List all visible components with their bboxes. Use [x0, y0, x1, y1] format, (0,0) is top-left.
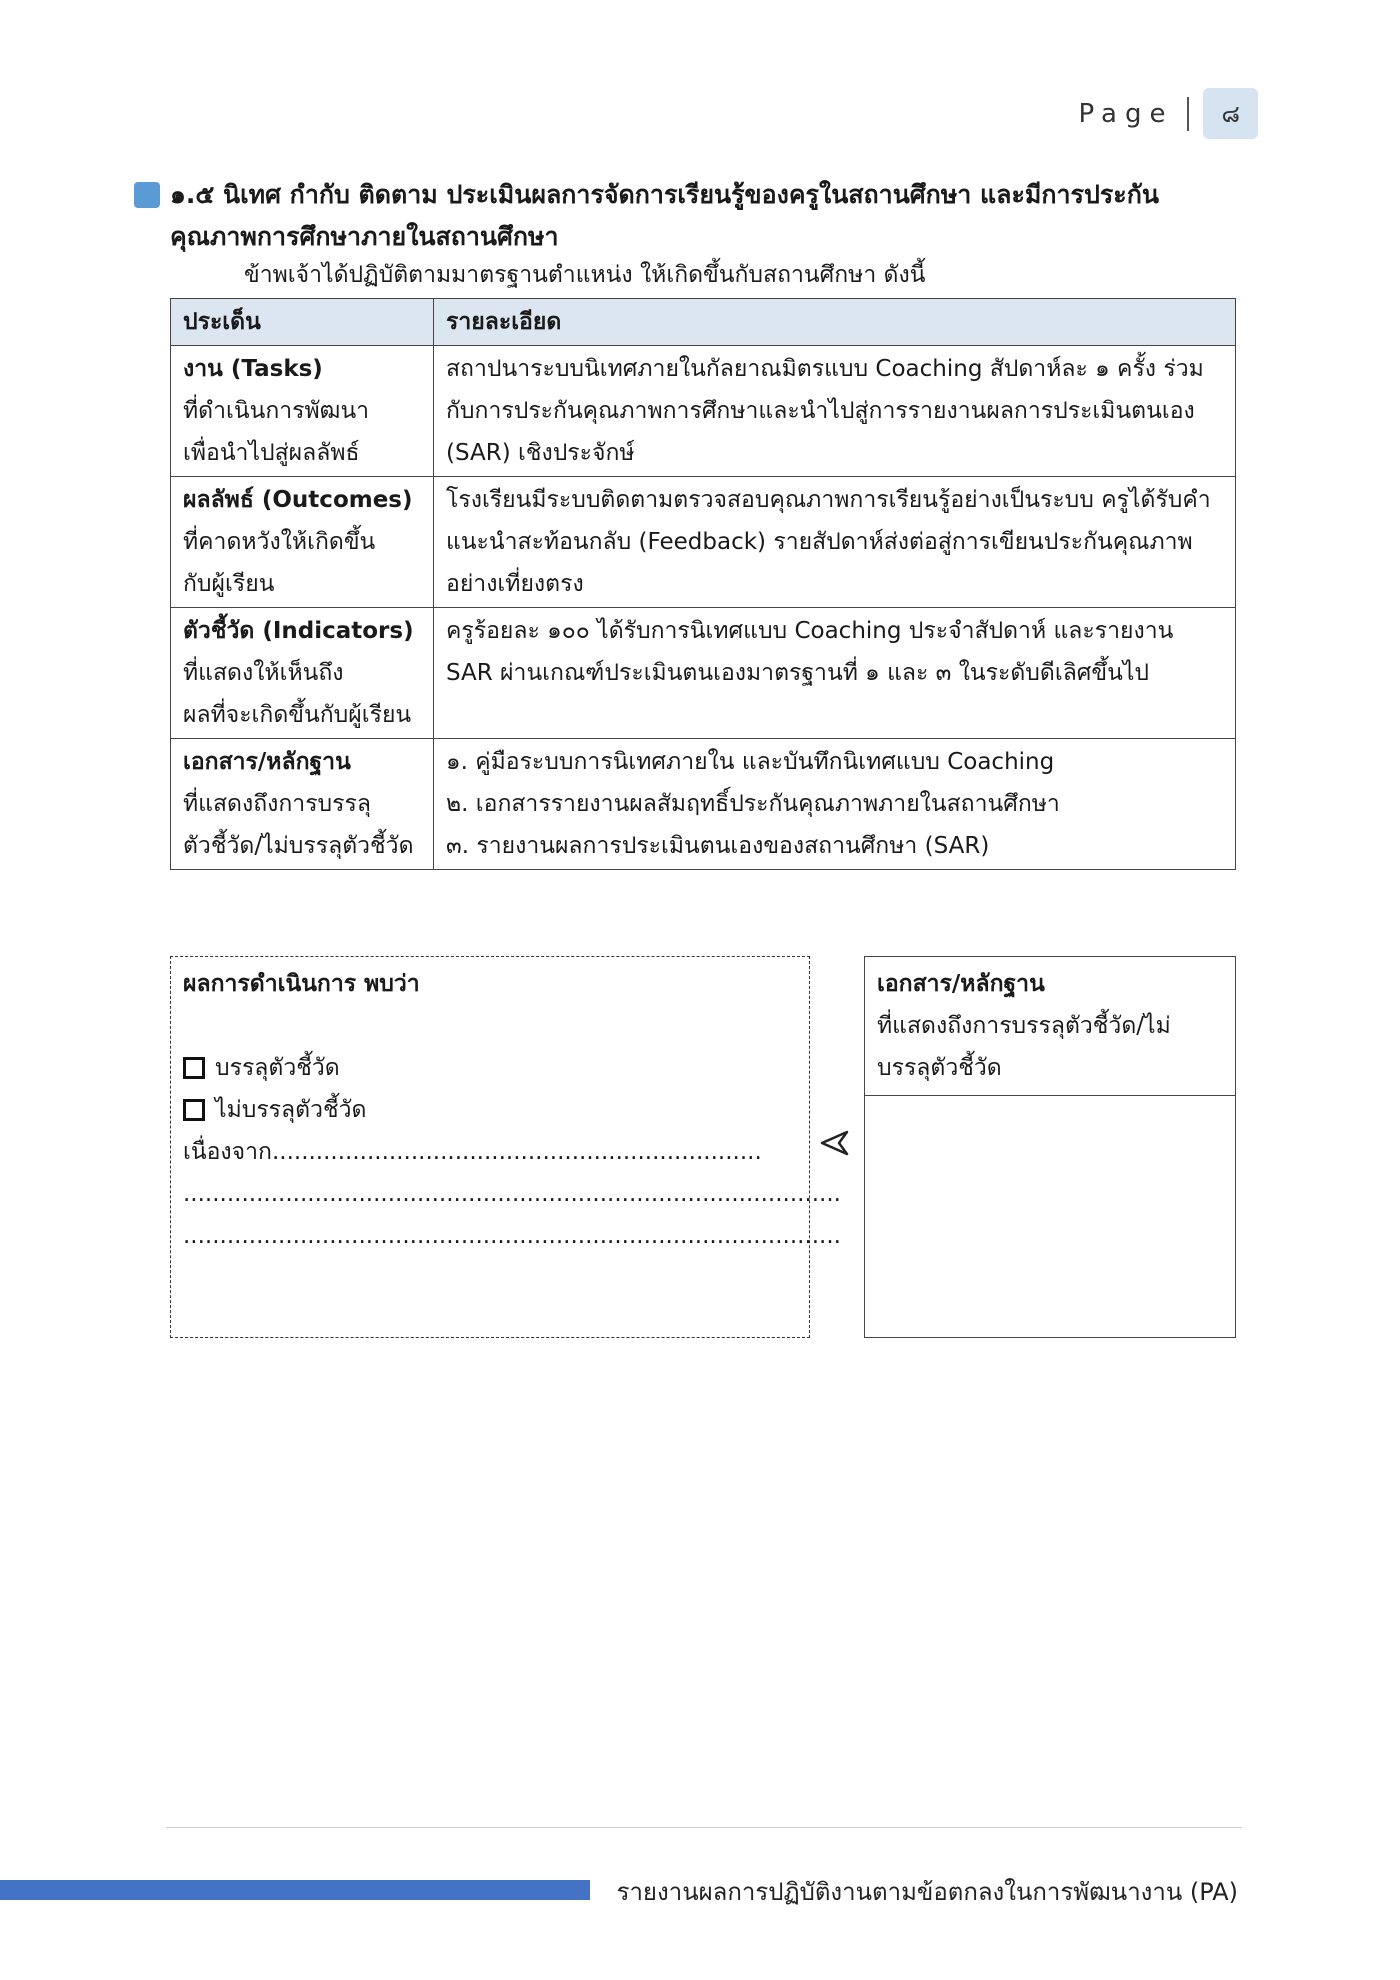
page-number: ๘: [1203, 88, 1258, 139]
not-achieved-checkbox[interactable]: [183, 1099, 205, 1121]
header-divider: [1187, 97, 1189, 131]
evidence-subtitle: ที่แสดงถึงการบรรลุตัวชี้วัด/ไม่บรรลุตัวชี้วัด: [877, 1013, 1171, 1081]
row-subtitle: ผลที่จะเกิดขึ้นกับผู้เรียน: [183, 702, 412, 728]
result-spacer: [183, 1005, 797, 1047]
row-subtitle: ที่ดำเนินการพัฒนา: [183, 398, 370, 424]
section-title: ๑.๕ นิเทศ กำกับ ติดตาม ประเมินผลการจัดการเรียนรู้ของครูในสถานศึกษา และมีการประกันคุณภาพการศึกษาภายในสถานศึกษา: [170, 180, 1159, 251]
table-row: [171, 346, 1236, 477]
not-achieved-option[interactable]: [183, 1089, 797, 1131]
table-header-row: [171, 299, 1236, 346]
page-header: [1079, 88, 1258, 139]
evidence-item: ๑. คู่มือระบบการนิเทศภายใน และบันทึกนิเทศแบบ Coaching: [446, 749, 1055, 775]
column-header-issue: ประเด็น: [171, 299, 434, 346]
achieved-label: บรรลุตัวชี้วัด: [215, 1055, 340, 1081]
row-subtitle: เพื่อนำไปสู่ผลลัพธ์: [183, 440, 360, 466]
table-row: [171, 477, 1236, 608]
row-subtitle: ตัวชี้วัด/ไม่บรรลุตัวชี้วัด: [183, 833, 414, 859]
achieved-option[interactable]: [183, 1047, 797, 1089]
row-title: ผลลัพธ์ (Outcomes): [183, 487, 413, 513]
row-subtitle: ที่แสดงถึงการบรรลุ: [183, 791, 371, 817]
row-label-cell: [171, 739, 434, 870]
section-intro: ข้าพเจ้าได้ปฏิบัติตามมาตรฐานตำแหน่ง ให้เกิดขึ้นกับสถานศึกษา ดังนี้: [244, 262, 926, 288]
row-label-cell: [171, 477, 434, 608]
row-detail: ครูร้อยละ ๑๐๐ ได้รับการนิเทศแบบ Coaching ประจำสัปดาห์ และรายงาน SAR ผ่านเกณฑ์ประเมินตนเองมาตรฐานที่ ๑ และ ๓ ในระดับดีเลิศขึ้นไป: [434, 608, 1236, 739]
row-title: เอกสาร/หลักฐาน: [183, 749, 351, 775]
column-header-detail: รายละเอียด: [434, 299, 1236, 346]
evidence-header: [865, 957, 1235, 1096]
row-title: งาน (Tasks): [183, 356, 323, 382]
row-label-cell: [171, 346, 434, 477]
row-detail: [434, 739, 1236, 870]
row-title: ตัวชี้วัด (Indicators): [183, 618, 414, 644]
achieved-checkbox[interactable]: [183, 1057, 205, 1079]
row-subtitle: กับผู้เรียน: [183, 571, 275, 597]
evidence-content-area[interactable]: [865, 1096, 1235, 1336]
evidence-item: ๒. เอกสารรายงานผลสัมฤทธิ์ประกันคุณภาพภายในสถานศึกษา: [446, 791, 1060, 817]
standards-table: [170, 298, 1236, 870]
row-subtitle: ที่คาดหวังให้เกิดขึ้น: [183, 529, 376, 555]
evidence-box: [864, 956, 1236, 1338]
dotted-line[interactable]: ..........................................................................................: [183, 1223, 841, 1249]
result-box: [170, 956, 841, 1338]
footer-divider: [166, 1827, 1242, 1828]
reason-line[interactable]: เนื่องจาก...................................................................: [183, 1139, 762, 1165]
dotted-line[interactable]: ..........................................................................................: [183, 1181, 841, 1207]
result-title: ผลการดำเนินการ พบว่า: [183, 971, 420, 997]
table-row: [171, 739, 1236, 870]
row-detail: โรงเรียนมีระบบติดตามตรวจสอบคุณภาพการเรียนรู้อย่างเป็นระบบ ครูได้รับคำแนะนำสะท้อนกลับ (Feedback) รายสัปดาห์ส่งต่อสู่การเขียนประกันคุณภาพอย่างเที่ยงตรง: [434, 477, 1236, 608]
arrow-left-icon: [820, 1128, 850, 1166]
table-row: [171, 608, 1236, 739]
page-label: Page: [1078, 98, 1174, 129]
footer-accent-bar: [0, 1880, 590, 1900]
not-achieved-label: ไม่บรรลุตัวชี้วัด: [215, 1097, 367, 1123]
section-bullet-icon: [134, 182, 160, 208]
evidence-title: เอกสาร/หลักฐาน: [877, 971, 1045, 997]
footer-title: รายงานผลการปฏิบัติงานตามข้อตกลงในการพัฒนางาน (PA): [616, 1878, 1238, 1906]
row-subtitle: ที่แสดงให้เห็นถึง: [183, 660, 344, 686]
evidence-item: ๓. รายงานผลการประเมินตนเองของสถานศึกษา (SAR): [446, 833, 990, 859]
row-label-cell: [171, 608, 434, 739]
row-detail: สถาปนาระบบนิเทศภายในกัลยาณมิตรแบบ Coaching สัปดาห์ละ ๑ ครั้ง ร่วมกับการประกันคุณภาพการศึกษาและนำไปสู่การรายงานผลการประเมินตนเอง (SAR) เชิงประจักษ์: [434, 346, 1236, 477]
arrow-left-icon-svg: [820, 1128, 850, 1158]
